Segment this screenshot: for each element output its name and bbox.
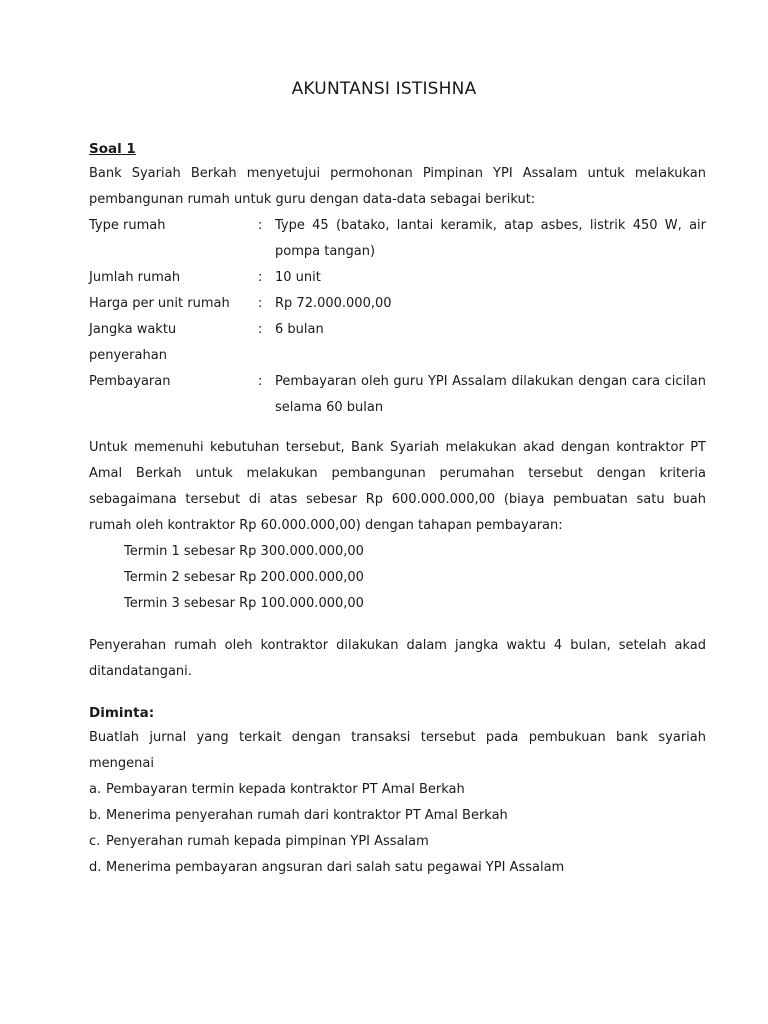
termin-item: Termin 3 sebesar Rp 100.000.000,00 [124, 596, 364, 611]
detail-label: Harga per unit rumah [89, 296, 230, 311]
diminta-intro: Buatlah jurnal yang terkait dengan transaksi tersebut pada pembukuan bank syariah mengenai [89, 730, 706, 771]
soal-intro: Bank Syariah Berkah menyetujui permohonan Pimpinan YPI Assalam untuk melakukan pembangunan rumah untuk guru dengan data-data sebagai berikut: [89, 166, 706, 207]
detail-list [89, 213, 706, 421]
task-text: Penyerahan rumah kepada pimpinan YPI Assalam [106, 834, 429, 849]
detail-separator: : [258, 296, 263, 311]
termin-item: Termin 1 sebesar Rp 300.000.000,00 [124, 544, 364, 559]
task-item [89, 777, 706, 803]
document-body [89, 137, 706, 881]
task-marker: b. [89, 808, 102, 823]
termin-item: Termin 2 sebesar Rp 200.000.000,00 [124, 570, 364, 585]
detail-label: Jangka waktu penyerahan [89, 322, 177, 363]
task-text: Menerima penyerahan rumah dari kontraktor PT Amal Berkah [106, 808, 508, 823]
detail-separator: : [258, 374, 263, 389]
detail-value: Rp 72.000.000,00 [275, 296, 392, 311]
detail-row [89, 317, 706, 369]
detail-row [89, 369, 706, 421]
task-list [89, 777, 706, 881]
detail-value: Pembayaran oleh guru YPI Assalam dilakukan dengan cara cicilan selama 60 bulan [275, 374, 706, 415]
task-marker: d. [89, 860, 102, 875]
task-item [89, 855, 706, 881]
detail-label: Jumlah rumah [89, 270, 181, 285]
detail-row [89, 265, 706, 291]
detail-separator: : [258, 218, 263, 233]
detail-row [89, 213, 706, 265]
paragraph-penyerahan: Penyerahan rumah oleh kontraktor dilakukan dalam jangka waktu 4 bulan, setelah akad ditandatangani. [89, 638, 706, 679]
termin-list [89, 539, 706, 617]
diminta-heading: Diminta: [89, 705, 155, 721]
task-item [89, 803, 706, 829]
detail-label: Type rumah [89, 218, 166, 233]
detail-value: 6 bulan [275, 322, 324, 337]
task-text: Pembayaran termin kepada kontraktor PT Amal Berkah [106, 782, 465, 797]
detail-separator: : [258, 322, 263, 337]
detail-value: 10 unit [275, 270, 321, 285]
task-marker: a. [89, 782, 102, 797]
detail-label: Pembayaran [89, 374, 171, 389]
task-text: Menerima pembayaran angsuran dari salah satu pegawai YPI Assalam [106, 860, 565, 875]
detail-value: Type 45 (batako, lantai keramik, atap asbes, listrik 450 W, air pompa tangan) [275, 218, 706, 259]
document-title: AKUNTANSI ISTISHNA [291, 79, 477, 99]
soal-heading: Soal 1 [89, 141, 136, 157]
task-marker: c. [89, 834, 101, 849]
detail-row [89, 291, 706, 317]
task-item [89, 829, 706, 855]
detail-separator: : [258, 270, 263, 285]
paragraph-akad: Untuk memenuhi kebutuhan tersebut, Bank Syariah melakukan akad dengan kontraktor PT Amal Berkah untuk melakukan pembangunan perumahan tersebut dengan kriteria sebagaimana tersebut di atas sebesar Rp 600.000.000,00 (biaya pembuatan satu buah rumah oleh kontraktor Rp 60.000.000,00) dengan tahapan pembayaran: [89, 440, 706, 533]
